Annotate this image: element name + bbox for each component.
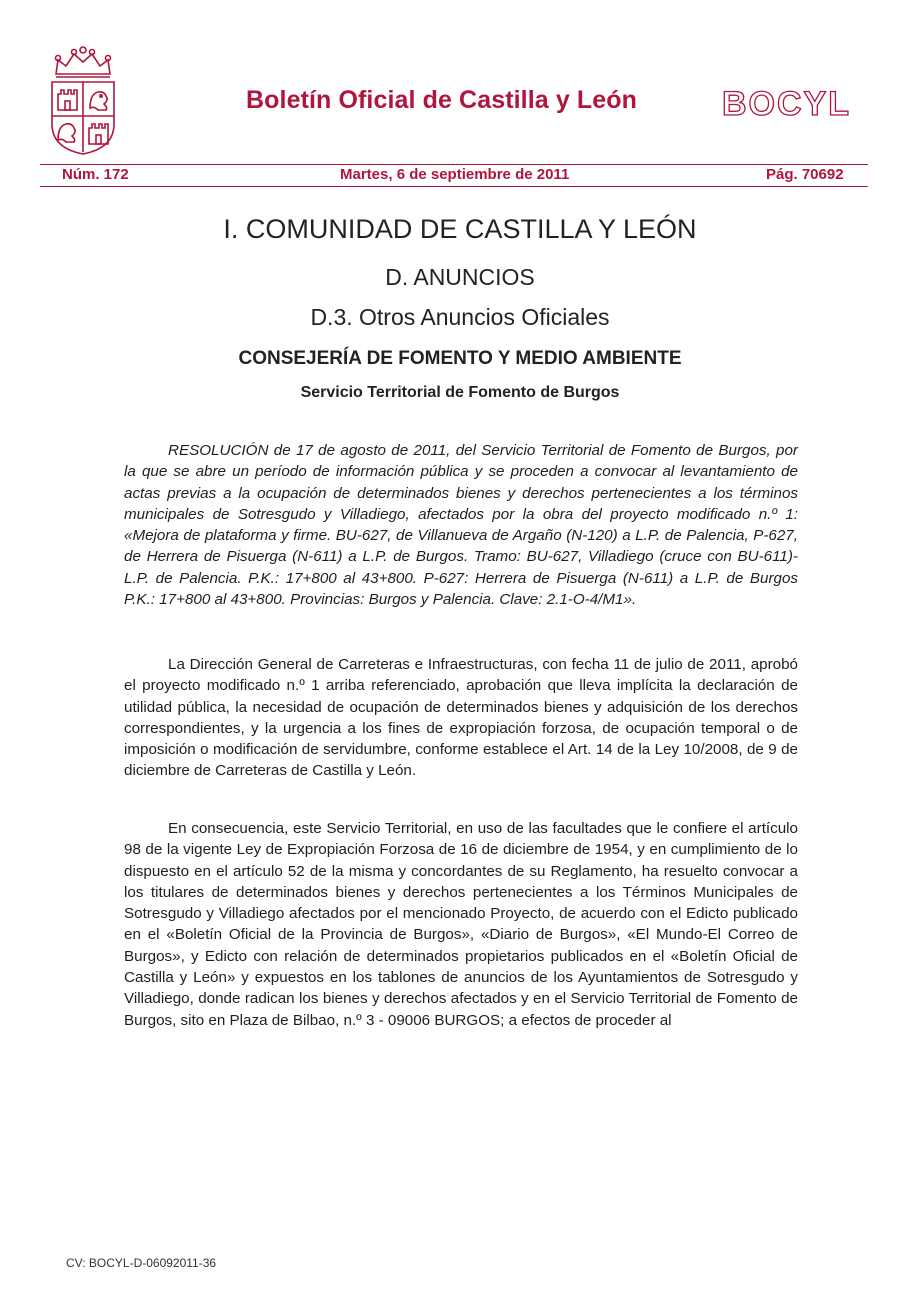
resolution-paragraph bbox=[124, 440, 798, 610]
bocyl-logo bbox=[722, 84, 872, 122]
service-heading: Servicio Territorial de Fomento de Burgos bbox=[300, 384, 620, 401]
paragraph-3-text: En consecuencia, este Servicio Territorial, en uso de las facultades que le confiere el artículo 98 de la vigente Ley de Expropiación Forzosa de 16 de diciembre de 1954, y en cumplimiento de lo dispuesto en el artículo 52 de la misma y concordantes de su Reglamento, ha resuelto convocar a los titulares de determinados bienes y derechos pertenecientes a los Términos Municipales de Sotresgudo y Villadiego afectados por el mencionado Proyecto, de acuerdo con el Edicto publicado en el «Boletín Oficial de la Provincia de Burgos», «Diario de Burgos», «El Mundo-El Correo de Burgos», y Edicto con relación de determinados propietarios publicados en el «Boletín Oficial de Castilla y León» y expuestos en los tablones de anuncios de los Ayuntamientos de Sotresgudo y Villadiego, donde radican los bienes y derechos afectados y en el Servicio Territorial de Fomento de Burgos, sito en Plaza de Bilbao, n.º 3 - 09006 BURGOS; a efectos de proceder al bbox=[124, 820, 798, 1029]
department-heading: CONSEJERÍA DE FOMENTO Y MEDIO AMBIENTE bbox=[238, 348, 682, 369]
paragraph-2-text: La Dirección General de Carreteras e Infraestructuras, con fecha 11 de julio de 2011, aprobó el proyecto modificado n.º 1 arriba referenciado, aprobación que lleva implícita la declaración de utilidad pública, la necesidad de ocupación de determinados bienes y adquisición de los derechos correspondientes, y la urgencia a los fines de expropiación forzosa, de ocupación temporal o de imposición o modificación de servidumbre, conforme establece el Art. 14 de la Ley 10/2008, de 9 de diciembre de Carreteras de Castilla y León. bbox=[124, 656, 798, 780]
header-divider-top bbox=[40, 164, 868, 165]
bulletin-title: Boletín Oficial de Castilla y León bbox=[246, 86, 637, 114]
coat-of-arms-icon bbox=[46, 44, 120, 156]
section-heading-level3: D.3. Otros Anuncios Oficiales bbox=[310, 304, 610, 330]
resolution-text: RESOLUCIÓN de 17 de agosto de 2011, del Servicio Territorial de Fomento de Burgos, por la que se abre un período de información pública y se proceden a convocar al levantamiento de actas previas a la ocupación de determinados bienes y derechos pertenecientes a los términos municipales de Sotresgudo y Villadiego, afectados por la obra del proyecto modificado n.º 1: «Mejora de plataforma y firme. BU-627, de Villanueva de Argaño (N-120) a L.P. de Palencia, P-627, de Herrera de Pisuerga (N-611) a L.P. de Burgos. Tramo: BU-627, Villadiego (cruce con BU-611)-L.P. de Palencia. P.K.: 17+800 al 43+800. P-627: Herrera de Pisuerga (N-611) a L.P. de Burgos P.K.: 17+800 al 43+800. Provincias: Burgos y Palencia. Clave: 2.1-O-4/M1». bbox=[124, 442, 798, 609]
section-heading-level1: I. COMUNIDAD DE CASTILLA Y LEÓN bbox=[223, 214, 697, 244]
issue-date: Martes, 6 de septiembre de 2011 bbox=[340, 166, 570, 183]
body-paragraph-2 bbox=[124, 654, 798, 782]
issue-number: Núm. 172 bbox=[62, 166, 129, 183]
bocyl-logo-text: BOCYL bbox=[722, 85, 851, 122]
footer-cv-code: CV: BOCYL-D-06092011-36 bbox=[66, 1256, 217, 1270]
body-paragraph-3 bbox=[124, 818, 798, 1031]
page-number: Pág. 70692 bbox=[766, 166, 844, 183]
section-heading-level2: D. ANUNCIOS bbox=[385, 264, 535, 290]
header-divider-bottom bbox=[40, 186, 868, 187]
